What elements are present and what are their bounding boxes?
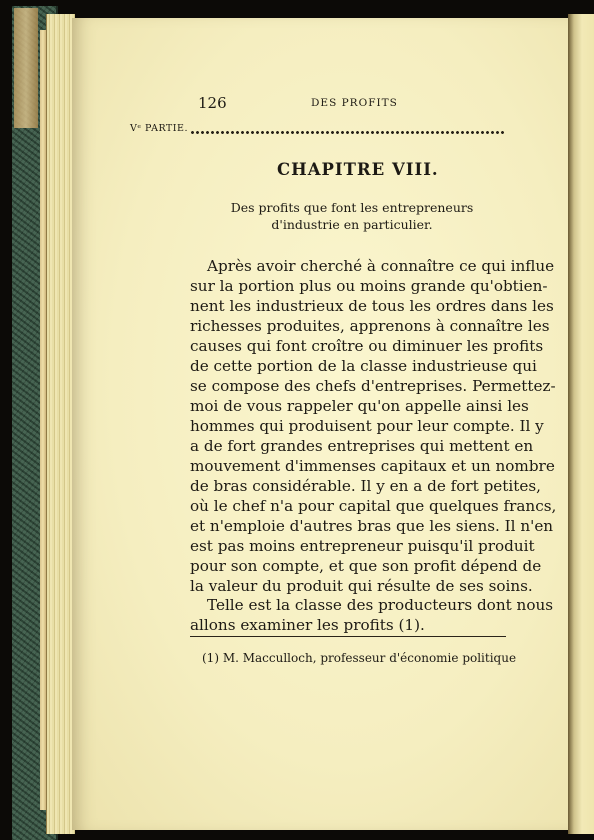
body-line: sur la portion plus ou moins grande qu'obtien- xyxy=(190,277,548,295)
body-line: a de fort grandes entreprises qui mettent en xyxy=(190,437,534,455)
body-line: pour son compte, et que son profit dépend de xyxy=(190,557,542,575)
body-line: nent les industrieux de tous les ordres dans les xyxy=(190,297,554,315)
body-line: la valeur du produit qui résulte de ses soins. xyxy=(190,577,533,595)
facing-page-edge xyxy=(568,14,594,834)
book-spine-cloth xyxy=(14,8,38,128)
body-line: allons examiner les profits (1). xyxy=(190,616,425,634)
body-line: où le chef n'a pour capital que quelques francs, xyxy=(190,497,557,515)
footnote-rule xyxy=(190,636,506,637)
body-line: richesses produites, apprenons à connaître les xyxy=(190,317,550,335)
body-line: et n'emploie d'autres bras que les siens. Il n'en xyxy=(190,517,554,535)
page-number: 126 xyxy=(198,94,227,112)
running-title: DES PROFITS xyxy=(311,97,398,109)
body-line: de cette portion de la classe industrieuse qui xyxy=(190,357,537,375)
chapter-title: CHAPITRE VIII. xyxy=(277,160,439,179)
body-line: de bras considérable. Il y en a de fort petites, xyxy=(190,477,541,495)
body-line: se compose des chefs d'entreprises. Permettez- xyxy=(190,377,556,395)
footnote: (1) M. Macculloch, professeur d'économie politique xyxy=(202,651,517,665)
chapter-subtitle: Des profits que font les entrepreneurs d'industrie en particulier. xyxy=(230,200,474,232)
ornamental-rule xyxy=(190,130,506,135)
body-line: Après avoir cherché à connaître ce qui influe xyxy=(207,257,555,275)
body-line: est pas moins entrepreneur puisqu'il produit xyxy=(190,537,535,555)
body-line: hommes qui produisent pour leur compte. Il y xyxy=(190,417,544,435)
page-edges xyxy=(46,14,75,834)
body-line: Telle est la classe des producteurs dont nous xyxy=(207,596,554,614)
body-line: causes qui font croître ou diminuer les profits xyxy=(190,337,544,355)
body-line: moi de vous rappeler qu'on appelle ainsi les xyxy=(190,397,529,415)
body-line: mouvement d'immenses capitaux et un nombre xyxy=(190,457,555,475)
part-label: Vᵉ PARTIE. xyxy=(130,123,188,134)
